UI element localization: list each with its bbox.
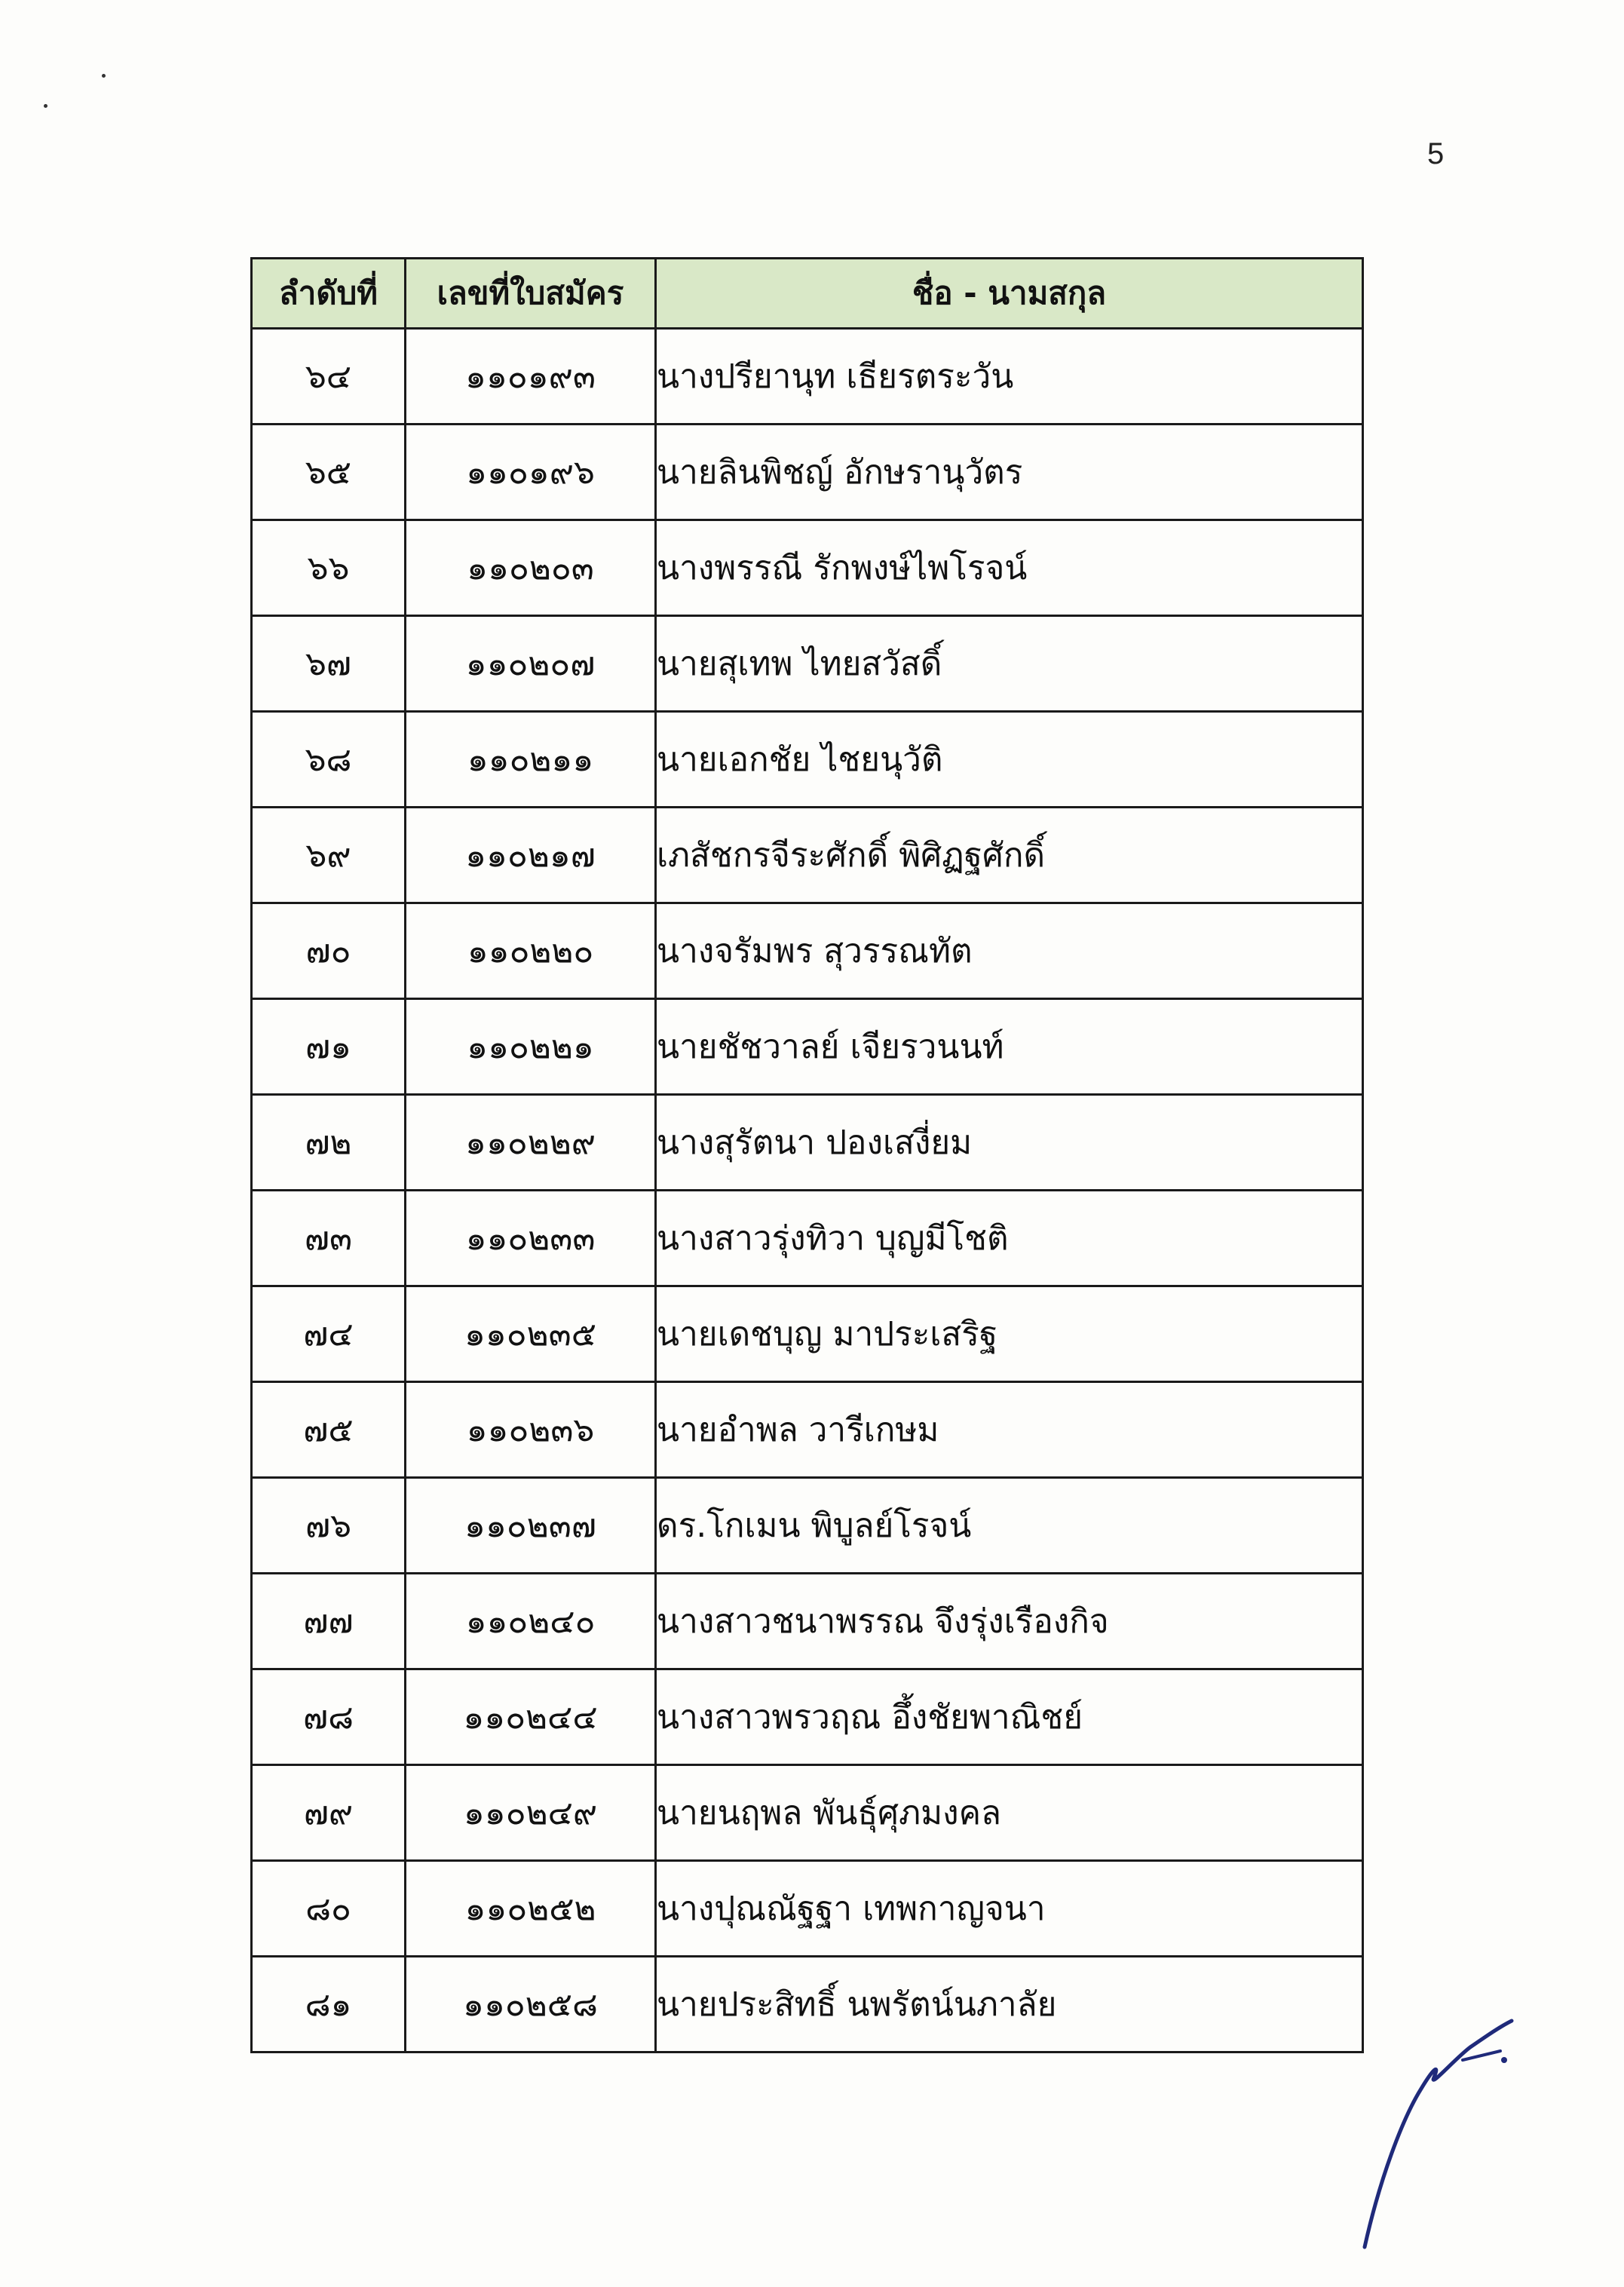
cell-name: นางปุณณัฐฐา เทพกาญจนา (656, 1861, 1363, 1957)
table-row (252, 1382, 1363, 1478)
cell-order: ๖๖ (252, 520, 406, 616)
table-row (252, 808, 1363, 903)
table-row (252, 1957, 1363, 2052)
cell-application-no: ๑๑๐๒๐๓ (406, 520, 656, 616)
table-row (252, 616, 1363, 712)
header-order: ลำดับที่ (252, 259, 406, 329)
cell-application-no: ๑๑๐๑๙๖ (406, 425, 656, 520)
cell-application-no: ๑๑๐๑๙๓ (406, 329, 656, 425)
table-row (252, 903, 1363, 999)
table-row (252, 1095, 1363, 1191)
table-row (252, 1574, 1363, 1669)
cell-order: ๘๑ (252, 1957, 406, 2052)
cell-name: นายประสิทธิ์ นพรัตน์นภาลัย (656, 1957, 1363, 2052)
signature-dot (1501, 2057, 1507, 2063)
cell-application-no: ๑๑๐๒๓๗ (406, 1478, 656, 1574)
cell-order: ๖๕ (252, 425, 406, 520)
cell-application-no: ๑๑๐๒๒๑ (406, 999, 656, 1095)
cell-application-no: ๑๑๐๒๒๙ (406, 1095, 656, 1191)
cell-name: นายชัชวาลย์ เจียรวนนท์ (656, 999, 1363, 1095)
cell-name: นายเดชบุญ มาประเสริฐ (656, 1286, 1363, 1382)
cell-application-no: ๑๑๐๒๕๘ (406, 1957, 656, 2052)
cell-application-no: ๑๑๐๒๔๐ (406, 1574, 656, 1669)
cell-order: ๖๗ (252, 616, 406, 712)
cell-application-no: ๑๑๐๒๓๓ (406, 1191, 656, 1286)
cell-name: ดร.โกเมน พิบูลย์โรจน์ (656, 1478, 1363, 1574)
applicant-table (250, 257, 1364, 2053)
header-name: ชื่อ - นามสกุล (656, 259, 1363, 329)
cell-name: นางสาวพรวฤณ อึ้งชัยพาณิชย์ (656, 1669, 1363, 1765)
cell-order: ๗๔ (252, 1286, 406, 1382)
cell-order: ๘๐ (252, 1861, 406, 1957)
cell-application-no: ๑๑๐๒๒๐ (406, 903, 656, 999)
cell-order: ๖๘ (252, 712, 406, 808)
page-number: 5 (1427, 137, 1445, 170)
cell-order: ๖๙ (252, 808, 406, 903)
speck-mark (102, 74, 106, 78)
table-row (252, 1765, 1363, 1861)
cell-order: ๗๘ (252, 1669, 406, 1765)
cell-name: นางสุรัตนา ปองเสงี่ยม (656, 1095, 1363, 1191)
cell-name: นายสุเทพ ไทยสวัสดิ์ (656, 616, 1363, 712)
table-row (252, 425, 1363, 520)
table-row (252, 1669, 1363, 1765)
cell-order: ๗๙ (252, 1765, 406, 1861)
cell-order: ๗๗ (252, 1574, 406, 1669)
table-row (252, 520, 1363, 616)
cell-name: นายอำพล วารีเกษม (656, 1382, 1363, 1478)
cell-name: นางสาวรุ่งทิวา บุญมีโชติ (656, 1191, 1363, 1286)
cell-name: เภสัชกรจีระศักดิ์ พิศิฏฐศักดิ์ (656, 808, 1363, 903)
cell-application-no: ๑๑๐๒๔๙ (406, 1765, 656, 1861)
cell-application-no: ๑๑๐๒๓๖ (406, 1382, 656, 1478)
cell-order: ๖๔ (252, 329, 406, 425)
table-row (252, 1861, 1363, 1957)
table-row (252, 999, 1363, 1095)
cell-name: นายลินพิชญ์ อักษรานุวัตร (656, 425, 1363, 520)
cell-name: นายเอกชัย ไชยนุวัติ (656, 712, 1363, 808)
cell-name: นางปรียานุท เธียรตระวัน (656, 329, 1363, 425)
cell-application-no: ๑๑๐๒๔๔ (406, 1669, 656, 1765)
signature (1350, 2006, 1523, 2255)
cell-application-no: ๑๑๐๒๕๒ (406, 1861, 656, 1957)
cell-application-no: ๑๑๐๒๓๕ (406, 1286, 656, 1382)
table-header-row (252, 259, 1363, 329)
cell-order: ๗๑ (252, 999, 406, 1095)
table-body (252, 329, 1363, 2052)
cell-order: ๗๐ (252, 903, 406, 999)
header-application-no: เลขที่ใบสมัคร (406, 259, 656, 329)
cell-order: ๗๖ (252, 1478, 406, 1574)
cell-application-no: ๑๑๐๒๑๑ (406, 712, 656, 808)
cell-application-no: ๑๑๐๒๐๗ (406, 616, 656, 712)
table-row (252, 329, 1363, 425)
table-row (252, 1191, 1363, 1286)
table-row (252, 1478, 1363, 1574)
cell-name: นายนฤพล พันธุ์ศุภมงคล (656, 1765, 1363, 1861)
speck-mark (44, 104, 47, 108)
table-row (252, 1286, 1363, 1382)
cell-name: นางจรัมพร สุวรรณทัต (656, 903, 1363, 999)
cell-application-no: ๑๑๐๒๑๗ (406, 808, 656, 903)
signature-stroke (1463, 2051, 1500, 2060)
cell-order: ๗๓ (252, 1191, 406, 1286)
cell-order: ๗๕ (252, 1382, 406, 1478)
cell-name: นางสาวชนาพรรณ จึงรุ่งเรืองกิจ (656, 1574, 1363, 1669)
cell-order: ๗๒ (252, 1095, 406, 1191)
cell-name: นางพรรณี รักพงษ์ไพโรจน์ (656, 520, 1363, 616)
table-row (252, 712, 1363, 808)
